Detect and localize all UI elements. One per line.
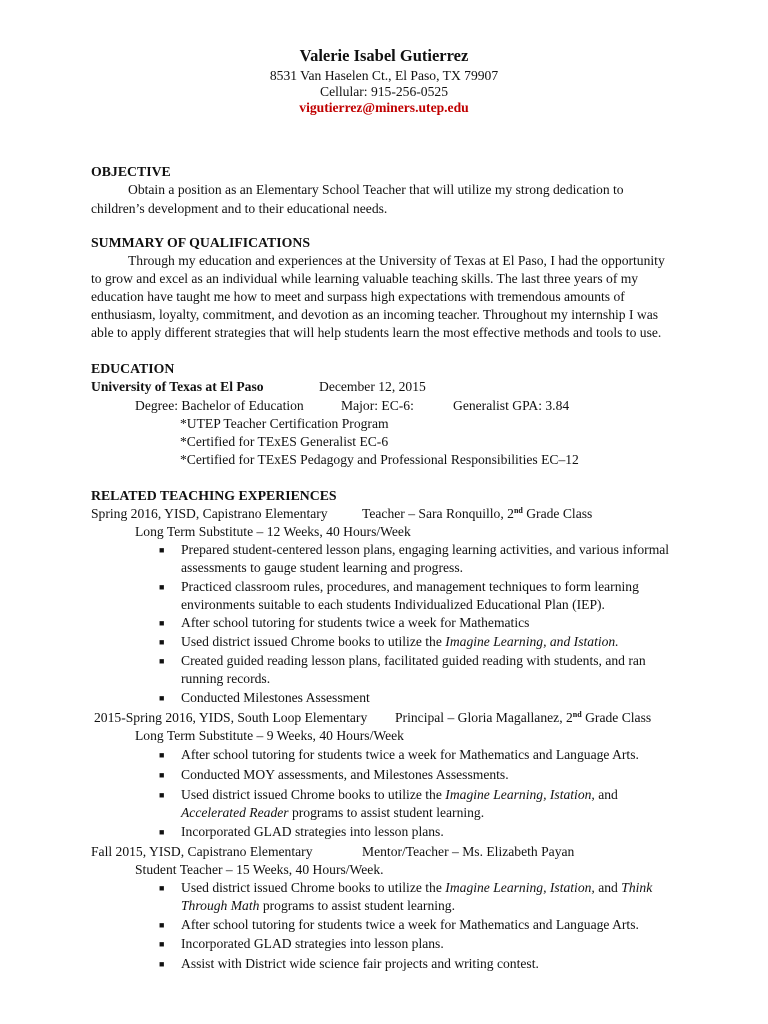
address: 8531 Van Haselen Ct., El Paso, TX 79907 [269,68,499,83]
job-2-bullet-3-line-2 [181,804,484,822]
job-3-bullet-1-line-2 [181,897,455,915]
experience-heading: RELATED TEACHING EXPERIENCES [91,488,337,503]
degree: Degree: Bachelor of Education [135,398,304,413]
gpa: Generalist GPA: 3.84 [453,398,570,413]
ordinal-suffix: nd [513,506,523,515]
bullet-icon: ■ [159,790,165,800]
bullet-icon: ■ [159,618,165,628]
bullet-icon: ■ [159,939,165,949]
job-2-role-grade: Grade Class [581,710,652,725]
bullet-icon: ■ [159,693,165,703]
bullet-text: Used district issued Chrome books to utilize the [181,787,446,802]
job-1-bullet-1-line-2: assessments to gauge student learning and progress. [181,560,464,575]
job-3-bullet-4: Assist with District wide science fair projects and writing contest. [181,956,539,971]
bullet-text: and [594,880,622,895]
job-2-role-text: Principal – Gloria Magallanez, 2 [395,710,573,725]
job-3-bullet-3: Incorporated GLAD strategies into lesson plans. [181,936,444,951]
job-1-position: Long Term Substitute – 12 Weeks, 40 Hours/Week [135,524,411,539]
bullet-icon: ■ [159,637,165,647]
summary-line-5: able to apply different strategies that will help students learn the most effective methods and tools to use. [91,325,662,340]
job-1-role [362,505,592,523]
summary-line-4: enthusiasm, loyalty, commitment, and devotion as an incoming teacher. Throughout my internship I was [91,307,659,322]
certification-3: *Certified for TExES Pedagogy and Professional Responsibilities EC–12 [180,452,579,467]
school-name: University of Texas at El Paso [91,379,264,394]
job-2-place: 2015-Spring 2016, YIDS, South Loop Elementary [94,710,368,725]
bullet-text: programs to assist student learning. [259,898,456,913]
program-names: Imagine Learning, Istation, [445,880,595,895]
certification-1: *UTEP Teacher Certification Program [180,416,389,431]
bullet-icon: ■ [159,582,165,592]
bullet-text: and [594,787,618,802]
bullet-text: programs to assist student learning. [288,805,485,820]
bullet-text: Used district issued Chrome books to utilize the [181,880,446,895]
education-heading: EDUCATION [91,361,175,376]
bullet-icon: ■ [159,656,165,666]
bullet-icon: ■ [159,750,165,760]
job-3-place: Fall 2015, YISD, Capistrano Elementary [91,844,313,859]
job-2-role [395,709,651,727]
certification-2: *Certified for TExES Generalist EC-6 [180,434,389,449]
bullet-icon: ■ [159,920,165,930]
job-3-role: Mentor/Teacher – Ms. Elizabeth Payan [362,844,575,859]
job-2-bullet-2: Conducted MOY assessments, and Milestones Assessments. [181,767,509,782]
program-names: Think [621,880,653,895]
summary-line-3: education have taught me how to meet and surpass high expectations with tremendous amounts of [91,289,625,304]
bullet-text: Used district issued Chrome books to utilize the [181,634,446,649]
summary-line-1: Through my education and experiences at the University of Texas at El Paso, I had the opportunity [128,253,665,268]
summary-line-2: to grow and excel as an individual while learning valuable teaching skills. The last three years of my [91,271,639,286]
job-1-bullet-2-line-1: Practiced classroom rules, procedures, and management techniques to form learning [181,579,639,594]
job-1-bullet-5-line-1: Created guided reading lesson plans, facilitated guided reading with students, and ran [181,653,646,668]
program-names: Imagine Learning, and Istation. [445,634,619,649]
job-1-role-grade: Grade Class [522,506,593,521]
bullet-icon: ■ [159,883,165,893]
job-1-bullet-2-line-2: environments suitable to each students Individualized Educational Plan (IEP). [181,597,605,612]
bullet-icon: ■ [159,959,165,969]
bullet-icon: ■ [159,770,165,780]
bullet-icon: ■ [159,827,165,837]
objective-line-1: Obtain a position as an Elementary School Teacher that will utilize my strong dedication to [128,182,624,197]
program-names: Accelerated Reader [181,805,289,820]
objective-heading: OBJECTIVE [91,164,171,179]
program-names: Imagine Learning, Istation, [445,787,595,802]
job-2-bullet-1: After school tutoring for students twice a week for Mathematics and Language Arts. [181,747,639,762]
job-1-place: Spring 2016, YISD, Capistrano Elementary [91,506,328,521]
email-link[interactable]: vigutierrez@miners.utep.edu [299,100,469,115]
job-1-bullet-3: After school tutoring for students twice a week for Mathematics [181,615,530,630]
bullet-icon: ■ [159,545,165,555]
job-2-position: Long Term Substitute – 9 Weeks, 40 Hours/Week [135,728,404,743]
phone: Cellular: 915-256-0525 [320,84,448,99]
program-names: Through Math [181,898,260,913]
ordinal-suffix: nd [572,710,582,719]
job-3-position: Student Teacher – 15 Weeks, 40 Hours/Week. [135,862,384,877]
job-1-bullet-6: Conducted Milestones Assessment [181,690,370,705]
job-2-bullet-4: Incorporated GLAD strategies into lesson plans. [181,824,444,839]
summary-heading: SUMMARY OF QUALIFICATIONS [91,235,310,250]
job-1-bullet-1-line-1: Prepared student-centered lesson plans, engaging learning activities, and various informal [181,542,670,557]
job-3-bullet-2: After school tutoring for students twice a week for Mathematics and Language Arts. [181,917,639,932]
job-1-role-text: Teacher – Sara Ronquillo, 2 [362,506,514,521]
job-2-bullet-3-line-1 [181,786,618,804]
objective-line-2: children’s development and to their educational needs. [91,201,388,216]
job-3-bullet-1-line-1 [181,879,652,897]
graduation-date: December 12, 2015 [319,379,426,394]
job-1-bullet-4 [181,633,619,651]
major: Major: EC-6: [341,398,414,413]
job-1-bullet-5-line-2: running records. [181,671,271,686]
applicant-name: Valerie Isabel Gutierrez [299,46,469,65]
